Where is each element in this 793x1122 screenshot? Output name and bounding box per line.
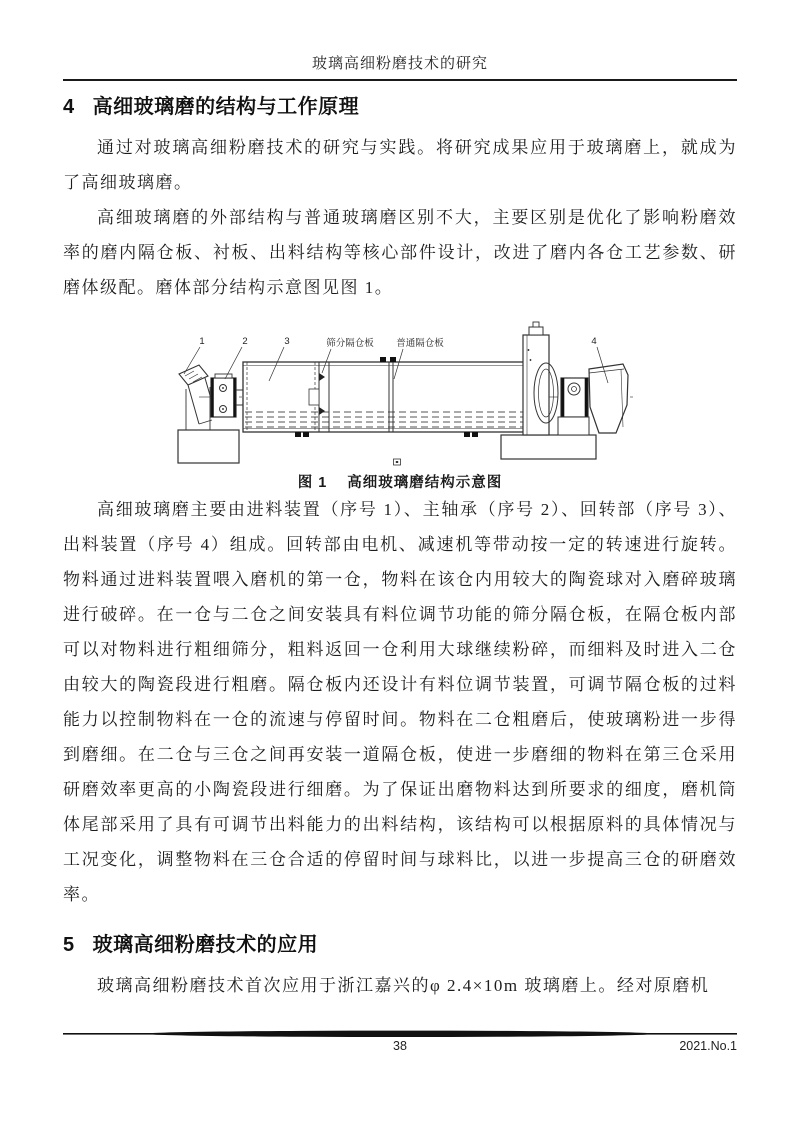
figure-1-caption-text: 高细玻璃磨结构示意图 bbox=[347, 475, 503, 491]
footer-row bbox=[63, 1039, 737, 1053]
header-rule bbox=[63, 79, 737, 81]
section-5-title: 玻璃高细粉磨技术的应用 bbox=[92, 934, 319, 956]
left-base bbox=[178, 430, 239, 463]
manhole-marks bbox=[380, 357, 396, 362]
section-4-number: 4 bbox=[63, 96, 75, 118]
figure-1-caption-label: 图 1 bbox=[297, 475, 328, 491]
footer-page-number: 38 bbox=[393, 1039, 407, 1053]
scan-artifact-mark bbox=[394, 459, 401, 465]
end-column-and-gear bbox=[523, 322, 558, 435]
section-5-paragraph-1: 玻璃高细粉磨技术首次应用于浙江嘉兴的φ 2.4×10m 玻璃磨上。经对原磨机 bbox=[97, 976, 710, 995]
annotation-ordinary-partition: 普通隔仓板 bbox=[396, 338, 444, 349]
right-base bbox=[501, 435, 596, 459]
section-5-number: 5 bbox=[63, 934, 75, 956]
footer-issue-number: 2021.No.1 bbox=[679, 1039, 737, 1053]
annotation-sieve-partition: 筛分隔仓板 bbox=[326, 338, 374, 349]
part-label-3-rotary: 3 bbox=[284, 336, 290, 347]
part-label-2-bearing: 2 bbox=[242, 336, 248, 347]
part-label-1-feed: 1 bbox=[199, 336, 205, 347]
section-4-title: 高细玻璃磨的结构与工作原理 bbox=[92, 96, 360, 118]
figure-1-caption bbox=[63, 471, 737, 492]
discharge-device bbox=[589, 364, 628, 433]
mill-structure-diagram bbox=[171, 317, 636, 469]
mill-shell bbox=[243, 357, 529, 437]
section-4-heading bbox=[63, 90, 737, 119]
section-4-paragraph-2: 高细玻璃磨的外部结构与普通玻璃磨区别不大，主要区别是优化了影响粉磨效率的磨内隔仓板、衬板、出料结构等核心部件设计，改进了磨内各仓工艺参数、研磨体级配。磨体部分结构示意图见图 1。 bbox=[63, 208, 737, 297]
section-5-heading bbox=[63, 928, 737, 957]
page-footer bbox=[63, 1030, 737, 1053]
part-label-4-discharge: 4 bbox=[591, 336, 597, 347]
outlet-bearing bbox=[558, 378, 589, 435]
bottom-marks bbox=[295, 432, 478, 437]
running-head-title: 玻璃高细粉磨技术的研究 bbox=[311, 56, 488, 72]
section-4-paragraph-3: 高细玻璃磨主要由进料装置（序号 1）、主轴承（序号 2）、回转部（序号 3）、出料装置（序号 4）组成。回转部由电机、减速机等带动按一定的转速进行旋转。物料通过进料装置喂入磨机的第一仓，物料在该仓内用较大的陶瓷球对入磨碎玻璃进行破碎。在一仓与二仓之间安装具有料位调节功能的筛分隔仓板，在隔仓板内部可以对物料进行粗细筛分，粗料返回一仓利用大球继续粉碎，而细料及时进入二仓由较大的陶瓷段进行粗磨。隔仓板内还设计有料位调节装置，可调节隔仓板的过料能力以控制物料在一仓的流速与停留时间。物料在二仓粗磨后，使玻璃粉进一步得到磨细。在二仓与三仓之间再安装一道隔仓板，使进一步磨细的物料在第三仓采用研磨效率更高的小陶瓷段进行细磨。为了保证出磨物料达到所要求的细度，磨机筒体尾部采用了具有可调节出料能力的出料结构，该结构可以根据原料的具体情况与工况变化，调整物料在三仓合适的停留时间与球料比，以进一步提高三仓的研磨效率。 bbox=[63, 500, 737, 904]
footer-rule bbox=[63, 1030, 737, 1038]
main-bearing bbox=[211, 374, 243, 417]
section-4-paragraph-1: 通过对玻璃高细粉磨技术的研究与实践。将研究成果应用于玻璃磨上，就成为了高细玻璃磨。 bbox=[63, 138, 737, 192]
page-content bbox=[63, 0, 737, 1003]
figure-1 bbox=[63, 317, 737, 492]
